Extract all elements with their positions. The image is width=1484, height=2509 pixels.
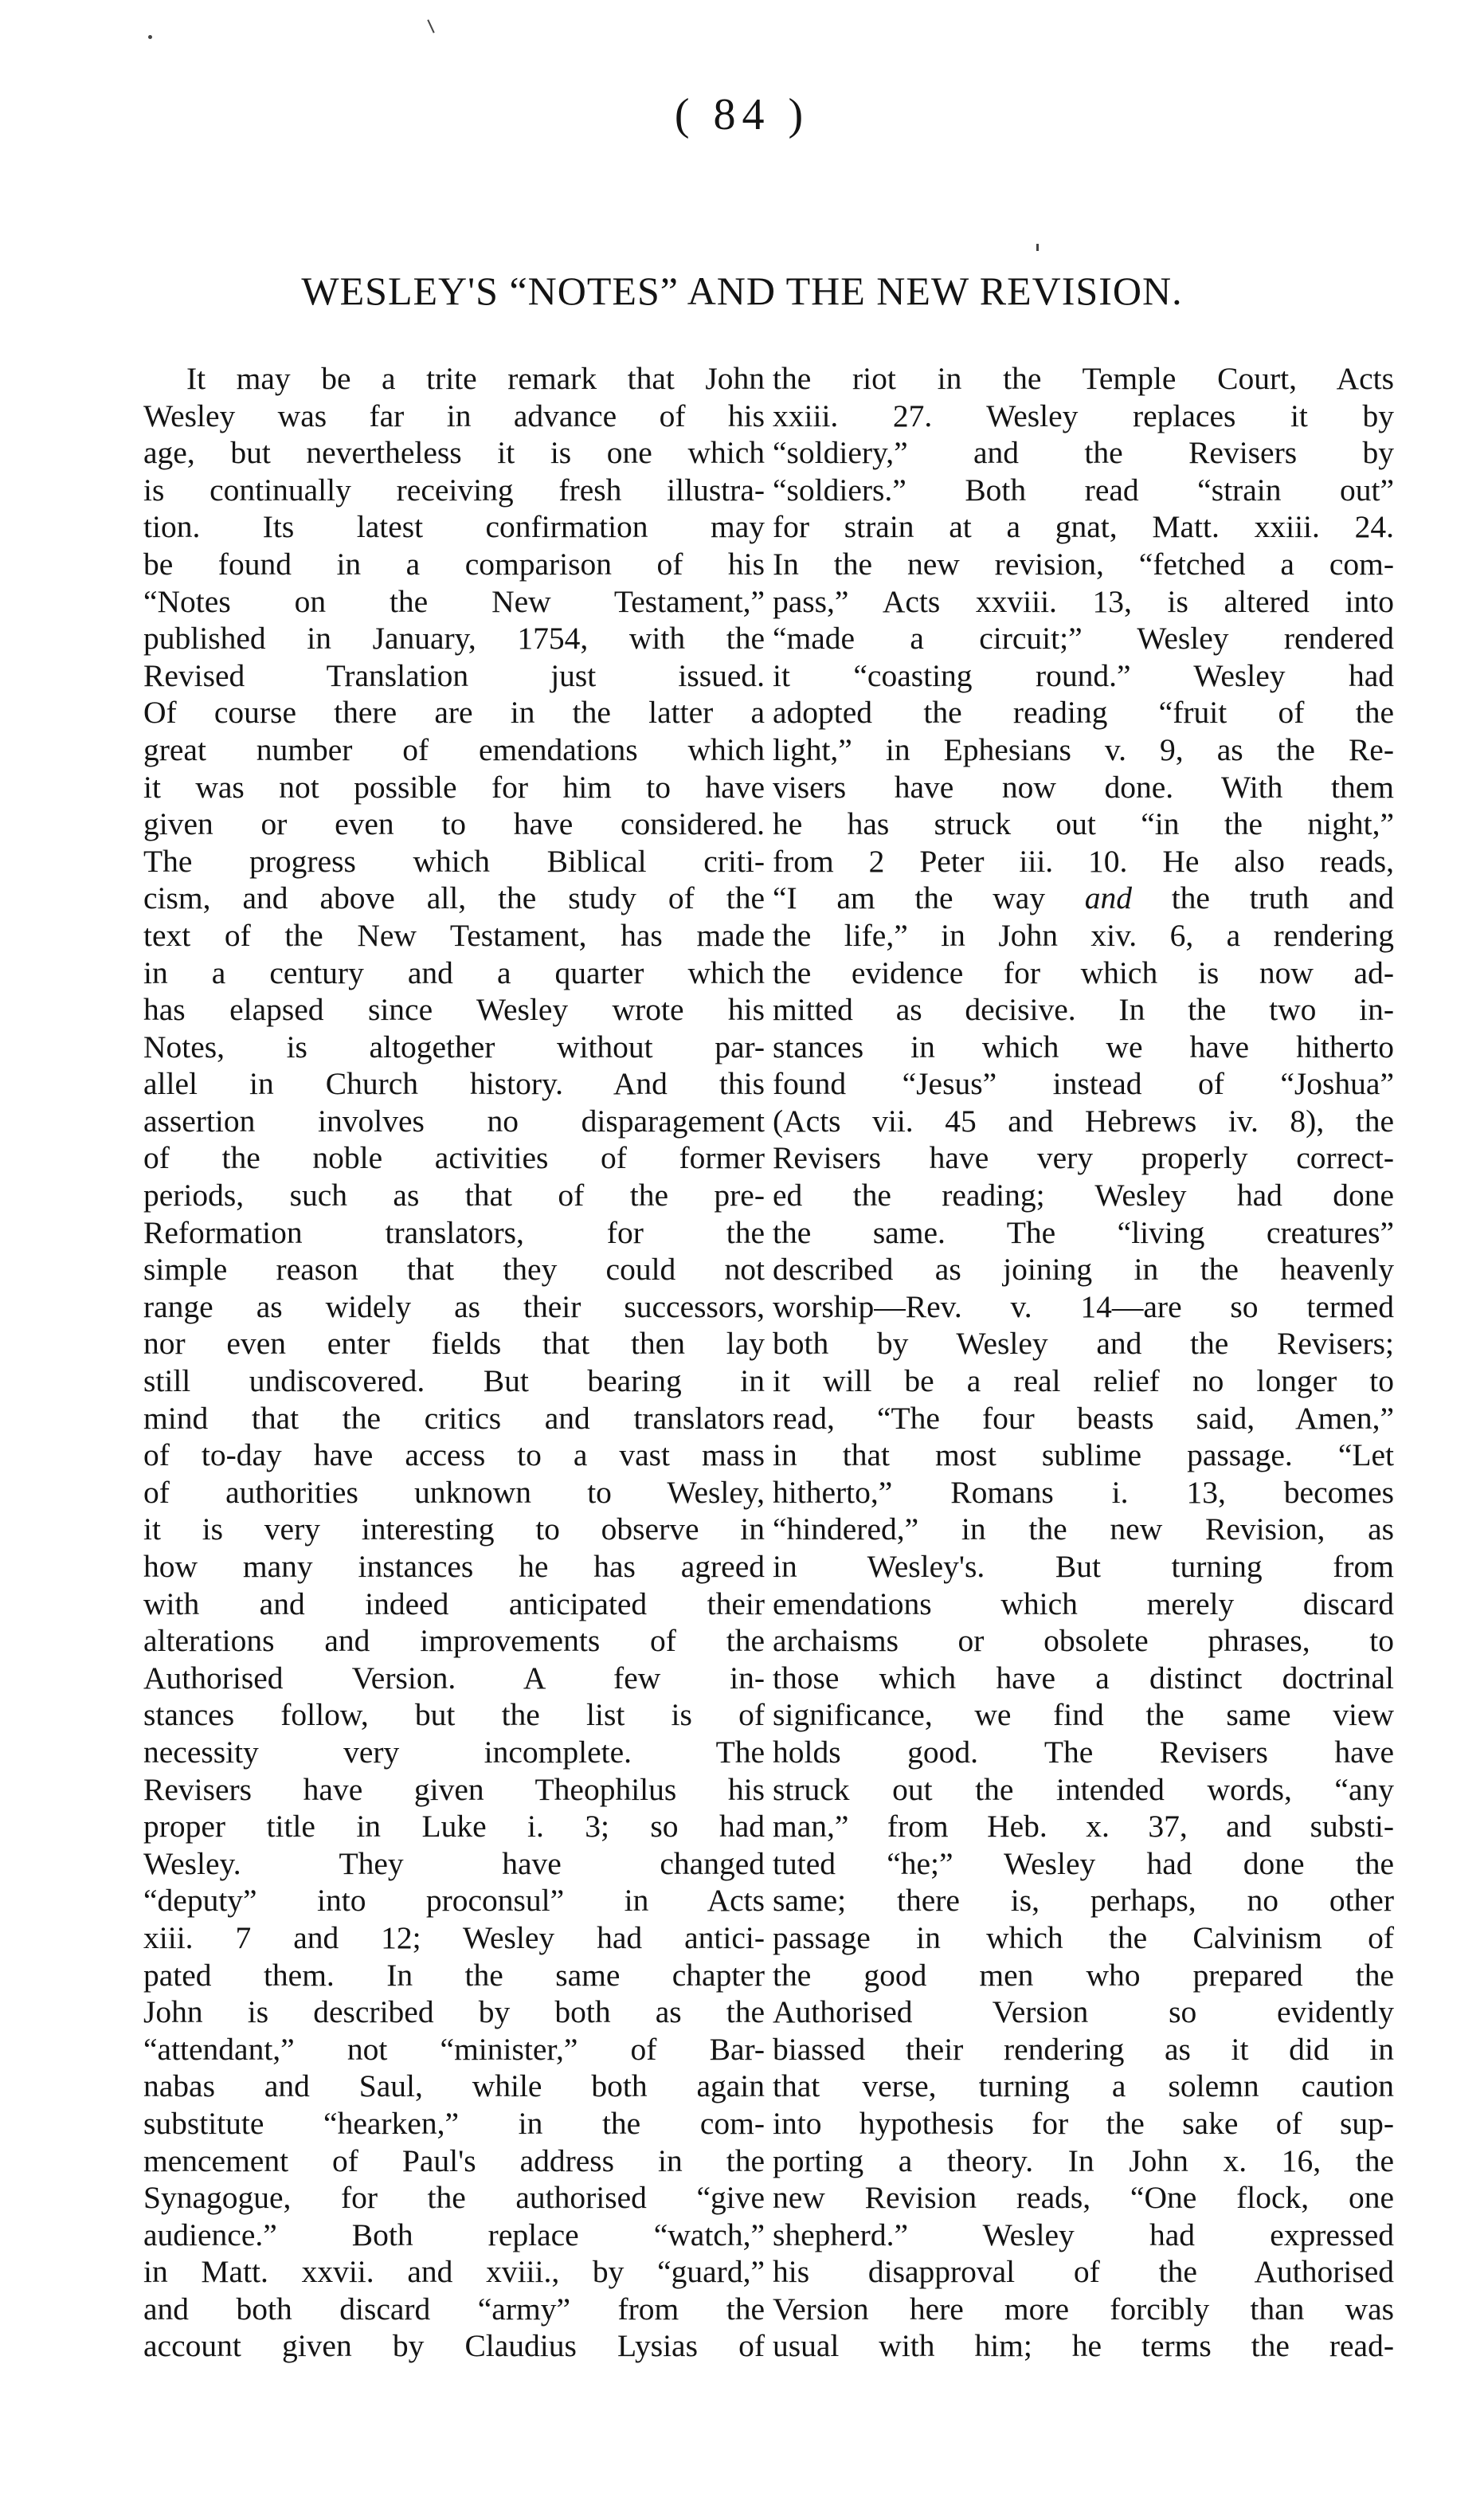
text-line: both by Wesley and the Revisers; — [773, 1326, 1394, 1362]
text-line: nabas and Saul, while both again — [143, 2068, 765, 2104]
ink-speck — [148, 35, 152, 39]
text-line: new Revision reads, “One flock, one — [773, 2180, 1394, 2216]
text-line: of the noble activities of former — [143, 1140, 765, 1176]
text-line: account given by Claudius Lysias of — [143, 2328, 765, 2364]
text-line: stances in which we have hitherto — [773, 1029, 1394, 1064]
text-line: from 2 Peter iii. 10. He also reads, — [773, 843, 1394, 879]
text-line: light,” in Ephesians v. 9, as the Re- — [773, 731, 1394, 767]
text-line: age, but nevertheless it is one which — [143, 435, 765, 471]
text-column-right — [773, 360, 1394, 2365]
page-number: ( 84 ) — [674, 90, 810, 139]
text-line: shepherd.” Wesley had expressed — [773, 2217, 1394, 2252]
text-line: Wesley was far in advance of his — [143, 398, 765, 433]
article-title: WESLEY'S “NOTES” AND THE NEW REVISION. — [301, 269, 1183, 313]
text-line: audience.” Both replace “watch,” — [143, 2217, 765, 2252]
text-line: mind that the critics and translators — [143, 1400, 765, 1436]
text-line: alterations and improvements of the — [143, 1623, 765, 1659]
text-line: “attendant,” not “minister,” of Bar- — [143, 2031, 765, 2067]
text-line: Wesley. They have changed — [143, 1845, 765, 1881]
text-line: in a century and a quarter which — [143, 955, 765, 990]
text-line: usual with him; he terms the read- — [773, 2328, 1394, 2364]
text-line: the good men who prepared the — [773, 1957, 1394, 1993]
text-line: nor even enter fields that then lay — [143, 1326, 765, 1362]
text-line: stances follow, but the list is of — [143, 1697, 765, 1733]
text-line: Reformation translators, for the — [143, 1214, 765, 1250]
text-line: mencement of Paul's address in the — [143, 2142, 765, 2178]
text-line: xxiii. 27. Wesley replaces it by — [773, 398, 1394, 433]
text-line: pass,” Acts xxviii. 13, is altered into — [773, 583, 1394, 619]
text-line: porting a theory. In John x. 16, the — [773, 2142, 1394, 2178]
text-line: “made a circuit;” Wesley rendered — [773, 621, 1394, 657]
text-line: it “coasting round.” Wesley had — [773, 657, 1394, 693]
text-line: assertion involves no disparagement — [143, 1103, 765, 1139]
text-line: It may be a trite remark that John — [186, 361, 765, 396]
text-line: still undiscovered. But bearing in — [143, 1363, 765, 1399]
text-line: “I am the way and the truth and — [773, 880, 1394, 916]
text-line: and both discard “army” from the — [143, 2291, 765, 2327]
text-line: worship—Rev. v. 14—are so termed — [773, 1288, 1394, 1324]
text-line: John is described by both as the — [143, 1994, 765, 2030]
text-line: Authorised Version. A few in- — [143, 1660, 765, 1696]
ink-speck — [1036, 244, 1039, 251]
text-line: tuted “he;” Wesley had done the — [773, 1845, 1394, 1881]
text-line: simple reason that they could not — [143, 1252, 765, 1288]
text-line: mitted as decisive. In the two in- — [773, 992, 1394, 1028]
text-line: necessity very incomplete. The — [143, 1734, 765, 1770]
text-line: (Acts vii. 45 and Hebrews iv. 8), the — [773, 1103, 1394, 1139]
text-line: adopted the reading “fruit of the — [773, 695, 1394, 731]
text-line: it will be a real relief no longer to — [773, 1363, 1394, 1399]
ink-speck — [427, 19, 434, 33]
text-line: found “Jesus” instead of “Joshua” — [773, 1066, 1394, 1102]
text-line: is continually receiving fresh illustra- — [143, 472, 765, 508]
text-line: he has struck out “in the night,” — [773, 806, 1394, 842]
text-line: In the new revision, “fetched a com- — [773, 546, 1394, 582]
text-line: significance, we find the same view — [773, 1697, 1394, 1733]
text-line: the evidence for which is now ad- — [773, 955, 1394, 990]
text-line: visers have now done. With them — [773, 769, 1394, 805]
text-line: be found in a comparison of his — [143, 546, 765, 582]
text-line: Revised Translation just issued. — [143, 657, 765, 693]
text-line: published in January, 1754, with the — [143, 621, 765, 657]
text-line: text of the New Testament, has made — [143, 917, 765, 953]
text-line: the riot in the Temple Court, Acts — [773, 361, 1394, 396]
text-line: in Matt. xxvii. and xviii., by “guard,” — [143, 2254, 765, 2290]
text-line: man,” from Heb. x. 37, and substi- — [773, 1809, 1394, 1845]
text-line: xiii. 7 and 12; Wesley had antici- — [143, 1919, 765, 1955]
text-line: Revisers have very properly correct- — [773, 1140, 1394, 1176]
text-line: those which have a distinct doctrinal — [773, 1660, 1394, 1696]
text-line: “soldiers.” Both read “strain out” — [773, 472, 1394, 508]
text-line: it was not possible for him to have — [143, 769, 765, 805]
text-line: passage in which the Calvinism of — [773, 1919, 1394, 1955]
text-line: in that most sublime passage. “Let — [773, 1437, 1394, 1473]
text-line: it is very interesting to observe in — [143, 1511, 765, 1547]
text-line: that verse, turning a solemn caution — [773, 2068, 1394, 2104]
text-line: hitherto,” Romans i. 13, becomes — [773, 1474, 1394, 1510]
italic-emphasis: and — [1084, 880, 1133, 916]
text-line: Synagogue, for the authorised “give — [143, 2180, 765, 2216]
text-line: archaisms or obsolete phrases, to — [773, 1623, 1394, 1659]
text-line: the same. The “living creatures” — [773, 1214, 1394, 1250]
text-line: Notes, is altogether without par- — [143, 1029, 765, 1064]
text-line: periods, such as that of the pre- — [143, 1178, 765, 1213]
text-line: Of course there are in the latter a — [143, 695, 765, 731]
text-line: into hypothesis for the sake of sup- — [773, 2105, 1394, 2141]
text-line: for strain at a gnat, Matt. xxiii. 24. — [773, 509, 1394, 545]
text-line: in Wesley's. But turning from — [773, 1549, 1394, 1584]
text-line: Revisers have given Theophilus his — [143, 1771, 765, 1807]
text-line: given or even to have considered. — [143, 806, 765, 842]
text-line: The progress which Biblical criti- — [143, 843, 765, 879]
text-line: holds good. The Revisers have — [773, 1734, 1394, 1770]
text-line: “Notes on the New Testament,” — [143, 583, 765, 619]
text-line: emendations which merely discard — [773, 1586, 1394, 1621]
text-line: described as joining in the heavenly — [773, 1252, 1394, 1288]
text-line: range as widely as their successors, — [143, 1288, 765, 1324]
text-line: his disapproval of the Authorised — [773, 2254, 1394, 2290]
text-line: read, “The four beasts said, Amen,” — [773, 1400, 1394, 1436]
text-line: of authorities unknown to Wesley, — [143, 1474, 765, 1510]
text-line: how many instances he has agreed — [143, 1549, 765, 1584]
text-line: cism, and above all, the study of the — [143, 880, 765, 916]
text-line: “hindered,” in the new Revision, as — [773, 1511, 1394, 1547]
text-line: with and indeed anticipated their — [143, 1586, 765, 1621]
text-line: struck out the intended words, “any — [773, 1771, 1394, 1807]
text-column-left — [143, 360, 765, 2365]
text-line: great number of emendations which — [143, 731, 765, 767]
text-line: substitute “hearken,” in the com- — [143, 2105, 765, 2141]
text-line: “soldiery,” and the Revisers by — [773, 435, 1394, 471]
text-line: of to-day have access to a vast mass — [143, 1437, 765, 1473]
text-line: proper title in Luke i. 3; so had — [143, 1809, 765, 1845]
text-line: “deputy” into proconsul” in Acts — [143, 1883, 765, 1919]
text-line: ed the reading; Wesley had done — [773, 1178, 1394, 1213]
text-line: Authorised Version so evidently — [773, 1994, 1394, 2030]
text-line: same; there is, perhaps, no other — [773, 1883, 1394, 1919]
text-line: Version here more forcibly than was — [773, 2291, 1394, 2327]
text-line: has elapsed since Wesley wrote his — [143, 992, 765, 1028]
text-line: pated them. In the same chapter — [143, 1957, 765, 1993]
text-line: allel in Church history. And this — [143, 1066, 765, 1102]
text-line: tion. Its latest confirmation may — [143, 509, 765, 545]
text-line: the life,” in John xiv. 6, a rendering — [773, 917, 1394, 953]
text-line: biassed their rendering as it did in — [773, 2031, 1394, 2067]
